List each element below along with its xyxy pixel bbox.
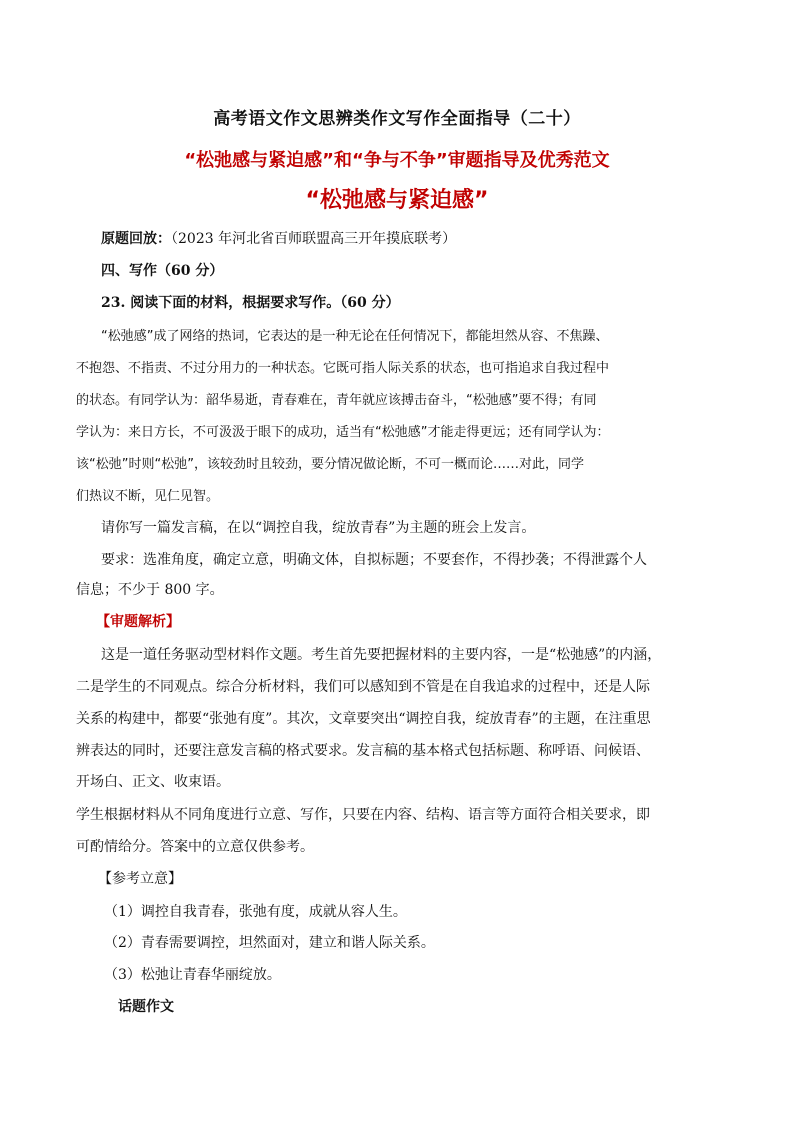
material-line: 们热议不断，见仁见智。 (76, 489, 220, 504)
source-label: 原题回放： (101, 231, 171, 247)
reference-item: （1）调控自我青春，张弛有度，成就从容人生。 (104, 904, 407, 920)
material-line: 该“松弛”时则“松弛”，该较劲时且较劲，要分情况做论断，不可一概而论……对此，同学 (76, 457, 584, 472)
analysis-line: 辨表达的同时，还要注意发言稿的格式要求。发言稿的基本格式包括标题、称呼语、问候语、 (76, 743, 650, 759)
section-heading: 四、写作（60 分） (101, 263, 224, 279)
material-line: “松弛感”成了网络的热词，它表达的是一种无论在任何情况下，都能坦然从容、不焦躁、 (101, 329, 609, 344)
sub-title: “松弛感与紧迫感”和“争与不争”审题指导及优秀范文 (184, 150, 610, 171)
analysis-line: 关系的构建中，都要“张弛有度”。其次，文章要突出“调控自我，绽放青春”的主题，在注重思 (76, 711, 651, 727)
essay-title: “松弛感与紧迫感” (305, 188, 489, 213)
analysis-line: 学生根据材料从不同角度进行立意、写作，只要在内容、结构、语言等方面符合相关要求，即 (76, 807, 650, 823)
material-line: 不抱怨、不指责、不过分用力的一种状态。它既可指人际关系的状态，也可指追求自我过程中 (76, 361, 610, 376)
task-text: 请你写一篇发言稿，在以“调控自我，绽放青春”为主题的班会上发言。 (101, 520, 536, 536)
reference-item: （3）松弛让青春华丽绽放。 (104, 967, 281, 983)
analysis-line: 这是一道任务驱动型材料作文题。考生首先要把握材料的主要内容，一是“松弛感”的内涵， (101, 647, 662, 663)
material-line: 学认为：来日方长，不可汲汲于眼下的成功，适当有“松弛感”才能走得更远；还有同学认为： (76, 425, 610, 440)
requirement-line: 要求：选准角度，确定立意，明确文体，自拟标题；不要套作，不得抄袭；不得泄露个人 (101, 552, 647, 568)
question-heading: 23. 阅读下面的材料，根据要求写作。（60 分） (101, 295, 400, 311)
main-title: 高考语文作文思辨类作文写作全面指导（二十） (213, 109, 581, 129)
source-line (101, 229, 721, 249)
topic-label: 话题作文 (118, 999, 174, 1015)
analysis-line: 可酌情给分。答案中的立意仅供参考。 (76, 839, 314, 855)
source-text: （2023 年河北省百师联盟高三开年摸底联考） (171, 231, 457, 247)
material-line: 的状态。有同学认为：韶华易逝，青春难在，青年就应该搏击奋斗，“松弛感”要不得；有同 (76, 393, 597, 408)
analysis-heading: 【审题解析】 (96, 614, 180, 630)
reference-item: （2）青春需要调控，坦然面对，建立和谐人际关系。 (104, 935, 435, 951)
analysis-line: 二是学生的不同观点。综合分析材料，我们可以感知到不管是在自我追求的过程中，还是人际 (76, 679, 650, 695)
reference-heading: 【参考立意】 (98, 871, 182, 887)
analysis-line: 开场白、正文、收束语。 (76, 774, 230, 790)
requirement-line: 信息；不少于 800 字。 (76, 582, 224, 598)
